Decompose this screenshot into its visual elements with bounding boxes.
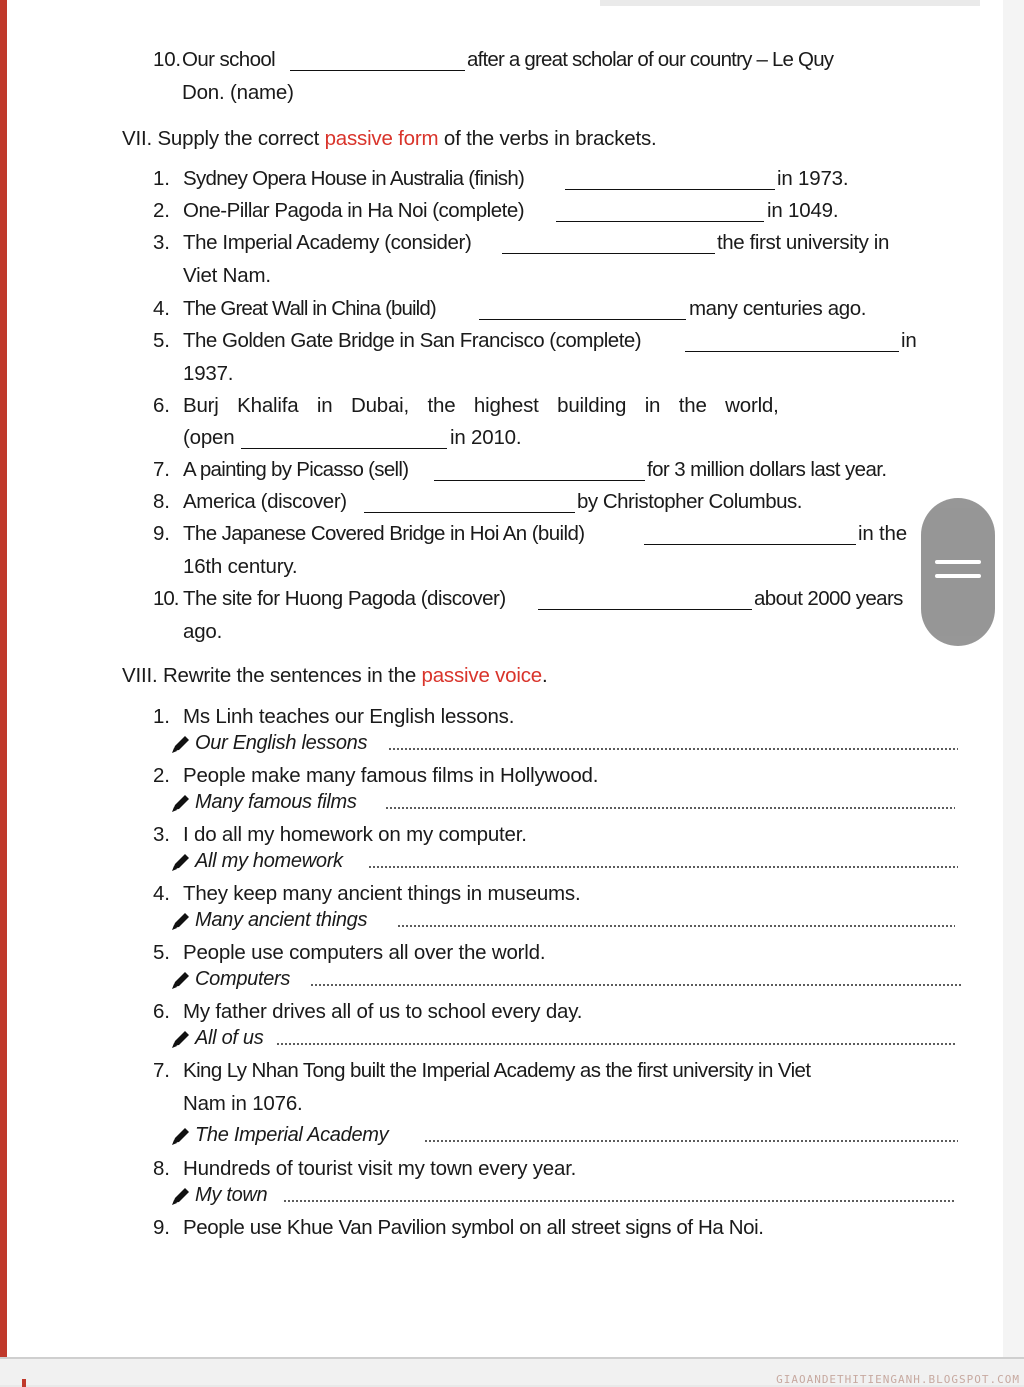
page-gutter — [1003, 0, 1024, 1385]
answer-blank[interactable] — [479, 299, 686, 320]
answer-blank[interactable] — [538, 589, 752, 610]
pencil-icon — [170, 1126, 192, 1146]
pencil-icon — [170, 970, 192, 990]
answer-blank[interactable] — [685, 331, 899, 352]
answer-prompt: Computers — [170, 967, 290, 991]
answer-blank[interactable] — [364, 492, 575, 513]
answer-dotted-line[interactable] — [397, 925, 955, 927]
answer-blank[interactable] — [644, 524, 856, 545]
answer-dotted-line[interactable] — [283, 1200, 955, 1202]
answer-dotted-line[interactable] — [276, 1043, 956, 1045]
watermark: GIAOANDETHITIENGANH.BLOGSPOT.COM — [776, 1373, 1020, 1386]
answer-dotted-line[interactable] — [424, 1140, 958, 1142]
answer-blank[interactable] — [290, 50, 465, 71]
answer-prompt: All of us — [170, 1026, 263, 1050]
footer-strip — [0, 1357, 1024, 1385]
answer-dotted-line[interactable] — [368, 866, 958, 868]
pencil-icon — [170, 852, 192, 872]
top-edge-fade — [600, 0, 980, 6]
answer-blank[interactable] — [434, 460, 645, 481]
pencil-icon — [170, 911, 192, 931]
section-8-heading: VIII. Rewrite the sentences in the passive voice. — [122, 664, 548, 687]
item-number: 10. — [153, 48, 181, 71]
answer-blank[interactable] — [565, 169, 775, 190]
answer-prompt: Many ancient things — [170, 908, 367, 932]
pencil-icon — [170, 734, 192, 754]
answer-prompt: My town — [170, 1183, 267, 1207]
section-7-heading: VII. Supply the correct passive form of the verbs in brackets. — [122, 127, 657, 150]
pencil-icon — [170, 793, 192, 813]
answer-dotted-line[interactable] — [385, 807, 955, 809]
answer-prompt: All my homework — [170, 849, 343, 873]
answer-prompt: Many famous films — [170, 790, 357, 814]
answer-dotted-line[interactable] — [388, 748, 958, 750]
answer-blank[interactable] — [241, 428, 447, 449]
answer-prompt: Our English lessons — [170, 731, 367, 755]
scroll-handle-icon[interactable] — [921, 498, 995, 646]
answer-blank[interactable] — [502, 233, 715, 254]
answer-prompt: The Imperial Academy — [170, 1123, 388, 1147]
answer-blank[interactable] — [556, 201, 764, 222]
pencil-icon — [170, 1186, 192, 1206]
answer-dotted-line[interactable] — [310, 984, 962, 986]
pencil-icon — [170, 1029, 192, 1049]
